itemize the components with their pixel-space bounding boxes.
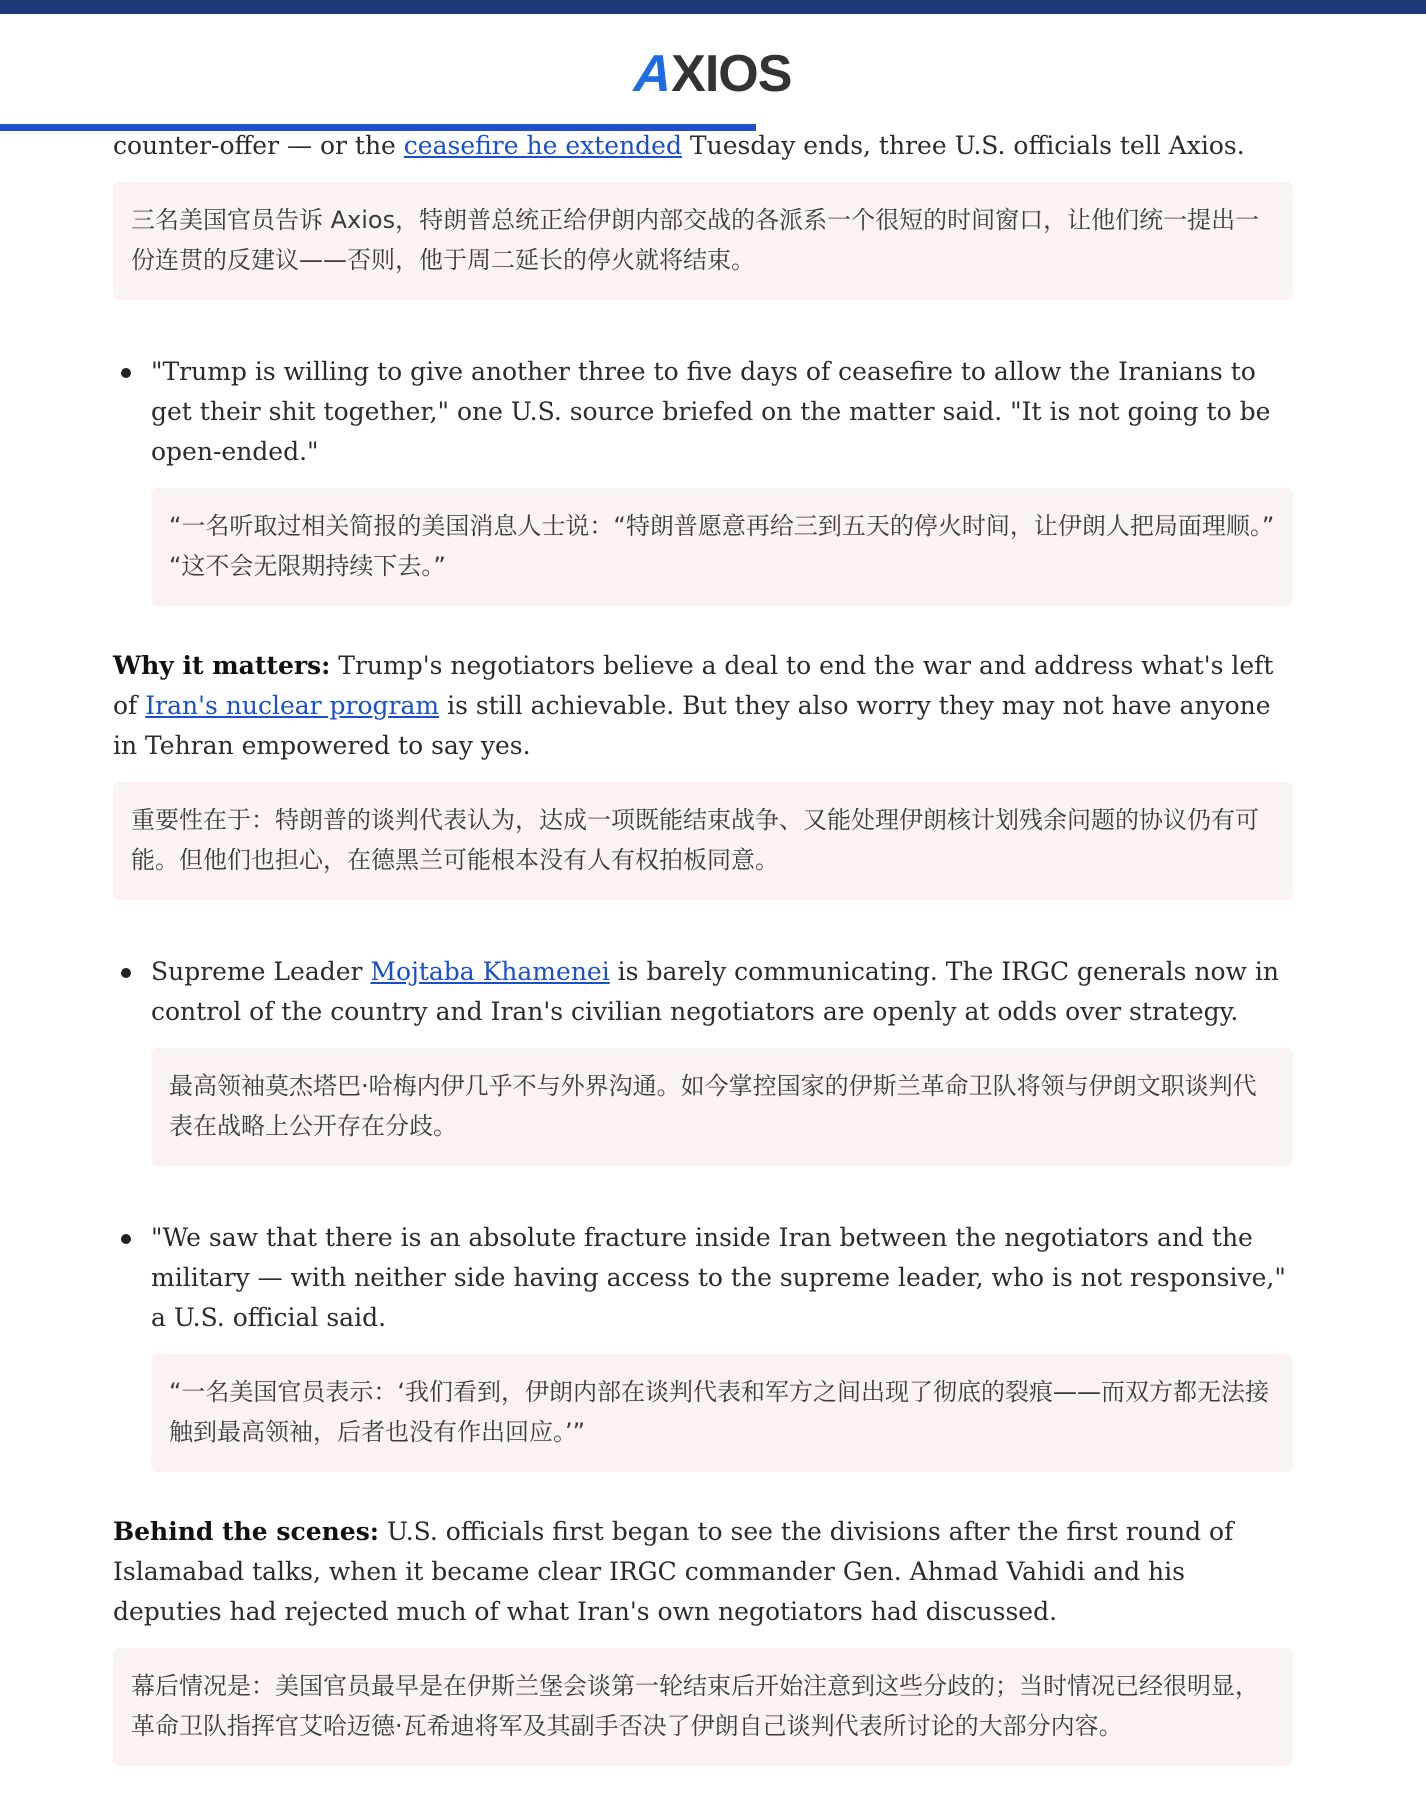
bullet-translation: “一名听取过相关简报的美国消息人士说：“特朗普愿意再给三到五天的停火时间，让伊朗人把局面理顺。” “这不会无限期持续下去。” [151,488,1293,606]
axios-logo-mark: A [627,45,679,103]
list-item [151,352,1293,606]
axios-logo[interactable] [0,45,1426,103]
why-it-matters-label: Why it matters: [113,651,331,680]
behind-the-scenes-label: Behind the scenes: [113,1517,379,1546]
nuclear-program-link[interactable]: Iran's nuclear program [145,691,440,720]
behind-text: U.S. officials first began to see the divisions after the first round of Islamabad talks, when it became clear IRGC commander Gen. Ahmad Vahidi and his deputies had rejected much of what Iran's own negotiators had discussed. [113,1517,1234,1626]
intro-text-end: Tuesday ends, three U.S. officials tell Axios. [681,131,1245,160]
why-text-end: is still achievable. But they also worry they may not have anyone in Tehran empowered to say yes. [113,691,1271,760]
top-accent-bar [0,0,1426,14]
bullet-dot [121,368,131,378]
intro-text: counter-offer — or the [113,131,404,160]
bullet-text: "We saw that there is an absolute fracture inside Iran between the negotiators and the military — with neither side having access to the supreme leader, who is not responsive," a U.S. official said. [151,1223,1286,1332]
list-item [151,1218,1293,1472]
site-header [0,14,1426,126]
intro-translation: 三名美国官员告诉 Axios，特朗普总统正给伊朗内部交战的各派系一个很短的时间窗口，让他们统一提出一份连贯的反建议——否则，他于周二延长的停火就将结束。 [113,182,1293,300]
behind-the-scenes-translation: 幕后情况是：美国官员最早是在伊斯兰堡会谈第一轮结束后开始注意到这些分歧的；当时情况已经很明显，革命卫队指挥官艾哈迈德·瓦希迪将军及其副手否决了伊朗自己谈判代表所讨论的大部分内容。 [113,1648,1293,1766]
mojtaba-khamenei-link[interactable]: Mojtaba Khamenei [370,957,610,986]
reading-progress-bar [0,124,756,131]
bullet-text-start: Supreme Leader [151,957,371,986]
bullet-text [151,952,1293,1032]
bullet-text-end: is barely communicating. The IRGC generals now in control of the country and Iran's civilian negotiators are openly at odds over strategy. [151,957,1279,1026]
bullet-text: "Trump is willing to give another three to five days of ceasefire to allow the Iranians to get their shit together," one U.S. source briefed on the matter said. "It is not going to be open-ended." [151,357,1271,466]
article-body [113,126,1293,1766]
list-item [151,952,1293,1166]
bullet-translation: 最高领袖莫杰塔巴·哈梅内伊几乎不与外界沟通。如今掌控国家的伊斯兰革命卫队将领与伊朗文职谈判代表在战略上公开存在分歧。 [151,1048,1293,1166]
behind-the-scenes-paragraph [113,1512,1293,1632]
bullet-translation: “一名美国官员表示：‘我们看到，伊朗内部在谈判代表和军方之间出现了彻底的裂痕——而双方都无法接触到最高领袖，后者也没有作出回应。’” [151,1354,1293,1472]
why-text: Trump's negotiators believe a deal to end the war and address what's left of [113,651,1274,720]
bullet-dot [121,1234,131,1244]
why-it-matters-paragraph [113,646,1293,766]
intro-paragraph [113,126,1293,166]
bullet-dot [121,968,131,978]
axios-logo-text: XIOS [671,45,792,103]
why-it-matters-translation: 重要性在于：特朗普的谈判代表认为，达成一项既能结束战争、又能处理伊朗核计划残余问题的协议仍有可能。但他们也担心，在德黑兰可能根本没有人有权拍板同意。 [113,782,1293,900]
ceasefire-link[interactable]: ceasefire he extended [403,131,682,160]
